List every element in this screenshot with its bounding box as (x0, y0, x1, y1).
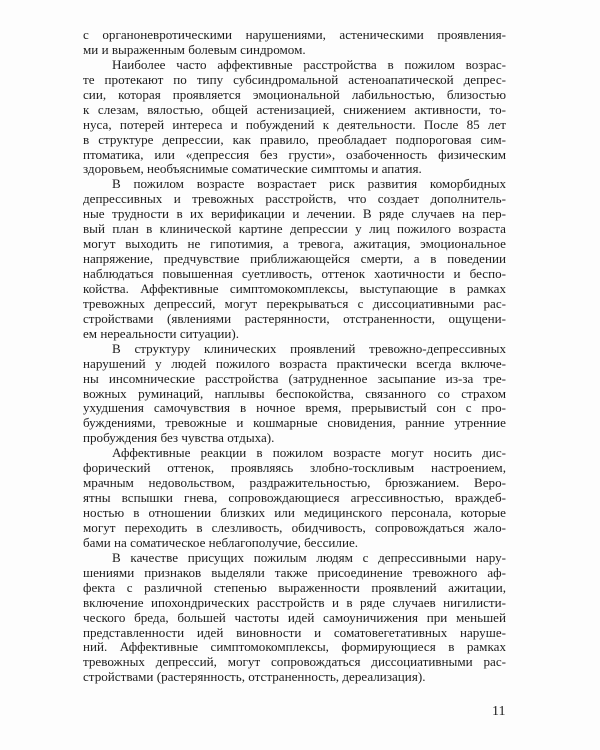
paragraph (83, 342, 506, 447)
text-line: здоровьем, необъяснимые соматические симптомы и апатия. (83, 161, 422, 177)
text-line: ятны вспышки гнева, сопровождающиеся агрессивностью, враждеб- (83, 490, 506, 506)
text-line: форический оттенок, проявляясь злобно-тоскливым настроением, (83, 460, 506, 476)
text-line: депрессивных и тревожных расстройств, что создает дополнитель- (83, 191, 506, 207)
paragraph (83, 58, 506, 178)
text-line: Аффективные реакции в пожилом возрасте могут носить дис- (112, 445, 506, 461)
paragraph (83, 446, 506, 551)
text-line: фекта с различной степенью выраженности проявлений ажитации, (83, 579, 506, 595)
text-line: ные трудности в их верификации и лечении. В ряде случаев на пер- (83, 206, 506, 222)
text-line: ний. Аффективные симптомокомплексы, формирующиеся в рамках (83, 639, 506, 655)
page-body-text (83, 28, 506, 685)
text-line: наблюдаться повышенная суетливость, оттенок хаотичности и беспо- (83, 266, 506, 281)
page-number: 11 (492, 704, 506, 719)
text-line: мрачным недовольством, раздражительностью, брюзжанием. Веро- (83, 475, 506, 491)
text-line: буждениями, тревожные и кошмарные сновидения, ранние утренние (83, 415, 506, 431)
text-line: ем нереальности ситуации). (83, 325, 240, 341)
text-line: шениями признаков выделяли также присоединение тревожного аф- (83, 564, 506, 580)
text-line: могут выходить не гипотимия, а тревога, ажитация, эмоциональное (83, 236, 506, 252)
text-line: ухудшения самочувствия в ночное время, прерывистый сон с про- (83, 400, 506, 416)
text-line: включение ипохондрических расстройств и в ряде случаев нигилисти- (83, 594, 506, 610)
text-line: ностью в отношении близких или медицинского персонала, которые (83, 505, 506, 520)
text-line: стройствами (растерянность, отстраненность, дереализация). (83, 669, 426, 685)
text-line: стройствами (явлениями растерянности, отстраненности, ощущени- (83, 310, 506, 326)
text-line: напряжение, предчувствие приближающейся смерти, а в поведении (83, 251, 506, 267)
text-line: те протекают по типу субсиндромальной астеноапатической депрес- (83, 71, 506, 87)
text-line: Наиболее часто аффективные расстройства в пожилом возрас- (112, 56, 506, 72)
paragraph (83, 551, 506, 685)
text-line: ми и выраженным болевым синдромом. (83, 41, 306, 57)
text-line: вожных руминаций, наплывы беспокойства, связанного со страхом (83, 385, 506, 401)
text-line: тревожных депрессий, могут перекрываться с диссоциативными рас- (83, 295, 506, 311)
text-line: пробуждения без чувства отдыха). (83, 430, 275, 446)
text-line: ны инсомнические расстройства (затрудненное засыпание из-за тре- (83, 370, 506, 386)
text-line: бами на соматическое неблагополучие, бессилие. (83, 534, 359, 550)
paragraph (83, 177, 506, 341)
text-line: ческого бреда, большей частоты идей самоуничижения при меньшей (83, 609, 506, 625)
text-line: к слезам, вялостью, общей астенизацией, снижением активности, то- (83, 101, 506, 117)
text-line: койства. Аффективные симптомокомплексы, выступающие в рамках (83, 280, 506, 296)
text-line: нуса, потерей интереса и побуждений к деятельности. После 85 лет (83, 116, 506, 132)
text-line: с органоневротическими нарушениями, астеническими проявления- (83, 27, 506, 42)
text-line: В структуру клинических проявлений тревожно-депрессивных (112, 340, 506, 356)
text-line: вый план в клинической картине депрессии у лиц пожилого возраста (83, 221, 506, 237)
text-line: могут переходить в слезливость, обидчивость, сопровождаться жало- (83, 519, 506, 535)
text-line: в структуре депрессии, как правило, преобладает подпороговая сим- (83, 131, 506, 147)
paragraph (83, 28, 506, 58)
text-line: В качестве присущих пожилым людям с депрессивными нару- (112, 549, 506, 565)
text-line: тревожных депрессий, могут сопровождаться диссоциативными рас- (83, 654, 506, 670)
text-line: птоматика, или «депрессия без грусти», озабоченность физическим (83, 146, 506, 162)
text-line: сии, которая проявляется эмоциональной лабильностью, близостью (83, 86, 506, 102)
text-line: В пожилом возрасте возрастает риск развития коморбидных (112, 176, 506, 192)
text-line: представленности идей виновности и соматовегетативных наруше- (83, 624, 506, 640)
text-line: нарушений у людей пожилого возраста практически всегда включе- (83, 355, 506, 371)
